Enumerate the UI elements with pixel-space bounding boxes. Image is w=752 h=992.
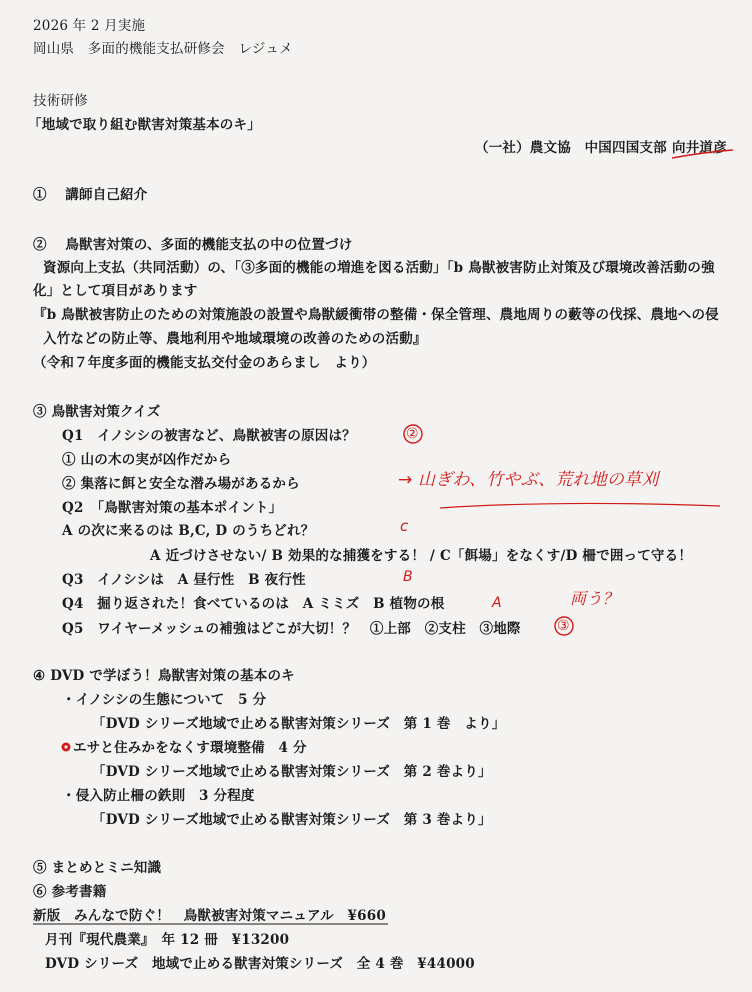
item5-heading: ⑤ まとめとミニ知識 [33, 860, 162, 876]
item4-sub3: ・侵入防止柵の鉄則 3 分程度 [62, 788, 255, 804]
annotation-q3-answer: B [403, 569, 413, 585]
item4-sub3-source: 「DVD シリーズ地域で止める獣害対策シリーズ 第 3 巻より」 [92, 812, 492, 828]
speaker-name: 向井道彦 [672, 140, 727, 156]
quiz-q1-option2: ② 集落に餌と安全な潜み場があるから [62, 476, 300, 492]
annotation-q1-note: → 山ぎわ、竹やぶ、荒れ地の草刈 [398, 470, 659, 490]
annotation-q1-answer: ② [406, 426, 419, 442]
item2-line3: 『b 鳥獣被害防止のための対策施設の設置や鳥獣緩衝帯の整備・保全管理、農地周りの藪等の伐採、農地への侵 [33, 307, 719, 323]
item2-line2: 化」として項目があります [33, 283, 198, 299]
item3-heading: ③ 鳥獣害対策クイズ [33, 404, 161, 420]
item2-source: （令和７年度多面的機能支払交付金のあらまし より） [33, 355, 376, 371]
item4-sub1-source: 「DVD シリーズ地域で止める獣害対策シリーズ 第 1 巻 より」 [92, 716, 506, 732]
q5-answer-circle [555, 617, 573, 635]
section-label: 技術研修 [33, 93, 88, 109]
annotation-q4-note: 両う？ [570, 589, 619, 608]
quiz-q2-choices: A 近づけさせない/ B 効果的な捕獲をする！ / C「餌場」をなくす/D 柵で囲って守る！ [150, 548, 693, 564]
annotation-q5-answer: ③ [557, 618, 570, 634]
item2-line1: 資源向上支払（共同活動）の、「③多面的機能の増進を図る活動」「b 鳥獣被害防止対策及び環境改善活動の強 [43, 260, 715, 276]
quiz-q2: Q2 「鳥獣害対策の基本ポイント」 [62, 500, 283, 516]
annotation-q4-answer: A [492, 595, 502, 611]
note-underline [440, 503, 720, 508]
quiz-q3: Q3 イノシシは A 昼行性 B 夜行性 [62, 572, 306, 588]
quiz-q2-text: A の次に来るのは B,C, D のうちどれ？ [62, 523, 315, 539]
annotation-q2-answer: c [400, 517, 409, 535]
item4-sub2-source: 「DVD シリーズ地域で止める獣害対策シリーズ 第 2 巻より」 [92, 764, 492, 780]
item4-heading: ④ DVD で学ぼう！鳥獣害対策の基本のキ [33, 668, 295, 684]
speaker-underline [672, 150, 733, 158]
quiz-q4: Q4 掘り返された！食べているのは A ミミズ B 植物の根 [62, 596, 445, 612]
item1-heading: ① 講師自己紹介 [33, 187, 148, 203]
header-date: 2026 年 2 月実施 [33, 18, 146, 34]
speaker-org: （一社）農文協 中国四国支部 [475, 140, 667, 156]
book-3: DVD シリーズ 地域で止める獣害対策シリーズ 全 4 巻 ¥44000 [45, 956, 475, 972]
quiz-q1-option1: ① 山の木の実が凶作だから [62, 452, 232, 468]
page-title: 「地域で取り組む獣害対策基本のキ」 [28, 117, 261, 133]
header-event: 岡山県 多面的機能支払研修会 レジュメ [33, 41, 293, 57]
item4-sub1: ・イノシシの生態について 5 分 [62, 692, 267, 708]
item6-heading: ⑥ 参考書籍 [33, 884, 107, 900]
quiz-q5: Q5 ワイヤーメッシュの補強はどこが大切！？ ①上部 ②支柱 ③地際 [62, 621, 521, 637]
quiz-q1: Q1 イノシシの被害など、鳥獣被害の原因は？ [62, 428, 356, 444]
item2-line4: 入竹などの防止等、農地利用や地域環境の改善のための活動』 [43, 331, 427, 347]
book-1: 新版 みんなで防ぐ！ 鳥獣被害対策マニュアル ¥660 [33, 908, 386, 924]
book-2: 月刊『現代農業』 年 12 冊 ¥13200 [45, 932, 290, 948]
q1-answer-circle [404, 425, 422, 443]
item2-heading: ② 鳥獣害対策の、多面的機能支払の中の位置づけ [33, 237, 353, 253]
item4-sub2: エサと住みかをなくす環境整備 4 分 [73, 740, 307, 756]
